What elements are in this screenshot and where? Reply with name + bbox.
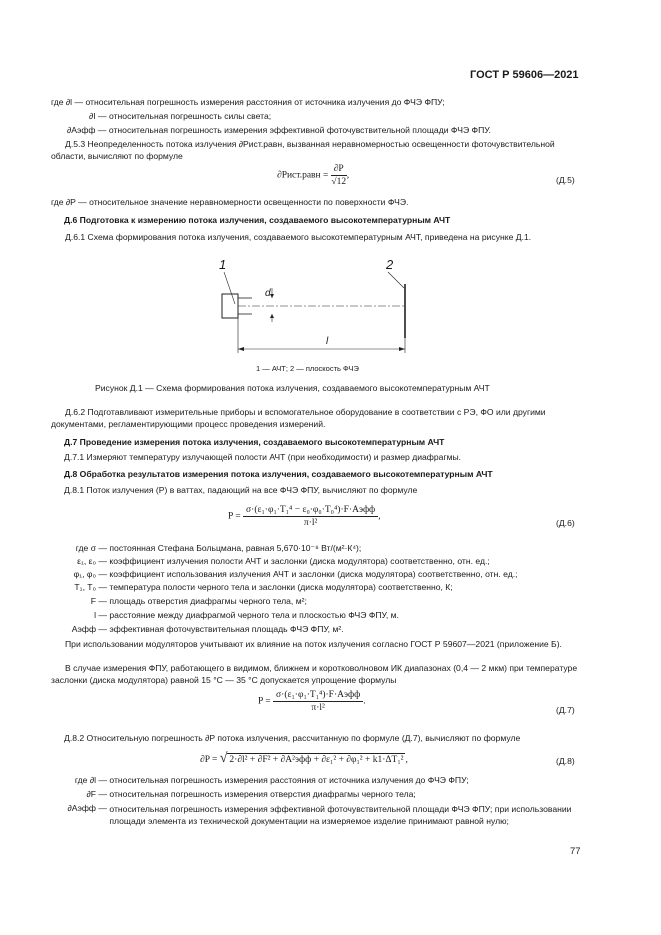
eq-lhs: ∂P =: [200, 755, 218, 765]
eq-lhs: P =: [258, 696, 271, 707]
paragraph-fpu: В случае измерения ФПУ, работающего в видимом, ближнем и коротковолновом ИК диапазонах (0,4 — 2 мкм) при температуре заслонки (диска модулятора) равной 15 °С — 35 °С допускается упрощение формулы: [51, 663, 578, 685]
paragraph-d71: Д.7.1 Измеряют температуру излучающей полости АЧТ (при необходимости) и размер диафрагмы.: [64, 452, 462, 462]
equation-d7: [258, 690, 366, 713]
def-row: [51, 596, 307, 606]
def-term: ∂Aэфф —: [67, 125, 107, 135]
def-text: относительная погрешность измерения расстояния от источника излучения до ФЧЭ ФПУ;: [109, 775, 469, 785]
figure-legend: 1 — АЧТ; 2 — плоскость ФЧЭ: [256, 364, 359, 373]
eq-numerator: σ·(ε₁·φ₁·T₁⁴)·F·Aэфф: [273, 690, 363, 702]
blackbody-box: [222, 294, 238, 318]
def-text: эффективная фоточувствительная площадь ФЧЭ ФПУ, м².: [109, 624, 344, 634]
def-row: [51, 582, 453, 592]
figure-label-2: 2: [386, 257, 394, 272]
def-text: коэффициент излучения полости АЧТ и заслонки (диска модулятора) соответственно, отн. ед.;: [109, 556, 490, 566]
def-text: коэффициент использования излучения АЧТ и заслонки (диска модулятора) соответственно, отн. ед.;: [109, 569, 518, 579]
def-text: расстояние между диафрагмой черного тела и плоскостью ФЧЭ ФПУ, м.: [109, 610, 399, 620]
eq-numerator: σ·(ε₁·φ₁·T₁⁴ − ε₀·φ₀·T₀⁴)·F·Aэфф: [243, 505, 378, 517]
def-term: ∂Aэфф —: [67, 803, 107, 813]
equation-d8: [200, 751, 408, 767]
page-number: 77: [570, 846, 581, 857]
def-text: площадь отверстия диафрагмы черного тела, м²;: [109, 596, 307, 606]
def-row: [51, 569, 518, 579]
def-text: температура полости черного тела и заслонки (диска модулятора) соответственно, К;: [109, 582, 453, 592]
def-term: ε₁, ε₀ —: [77, 556, 107, 566]
def-text: относительная погрешность силы света;: [109, 111, 272, 121]
heading-d7: Д.7 Проведение измерения потока излучения, создаваемого высокотемпературным АЧТ: [64, 437, 445, 447]
equation-number: (Д.7): [556, 705, 575, 715]
l-arrow-right: [399, 347, 405, 351]
paragraph-d62: Д.6.2 Подготавливают измерительные приборы и вспомогательное оборудование в соответствии с РЭ, ФО или другими документами, регламентирующими процесс проведения измерений.: [51, 407, 546, 429]
figure-caption: Рисунок Д.1 — Схема формирования потока излучения, создаваемого высокотемпературным АЧТ: [95, 383, 490, 393]
eq-fraction: [273, 690, 366, 713]
paragraph-d53: Д.5.3 Неопределенность потока излучения ∂Pист.равн, вызванная неравномерностью освещенности фоточувствительной области, вычисляют по формуле: [51, 139, 555, 161]
def-text: относительная погрешность измерения эффективной фоточувствительной площади ФЧЭ ФПУ; при использовании площади элемента из технической документации на измеряемое изделие принимают равной нулю;: [109, 804, 572, 826]
def-row: [67, 125, 491, 135]
eq-denominator: √12: [331, 177, 347, 187]
eq-denominator: π·l²: [303, 518, 318, 528]
def-row: [51, 543, 361, 554]
def-row: [51, 97, 445, 107]
equation-d6: [228, 505, 381, 528]
figure-label-l: l: [326, 336, 329, 347]
eq-fraction: [331, 164, 350, 187]
def-row: [51, 624, 344, 634]
equation-number: (Д.5): [556, 175, 575, 185]
eq-tail: ,: [405, 755, 408, 765]
def-term: T₁, T₀ —: [74, 582, 107, 592]
def-text: постоянная Стефана Больцмана, равная 5,670·10⁻⁸ Вт/(м²·К⁴);: [109, 543, 362, 553]
def-term: l —: [94, 610, 107, 620]
sqrt-sign: √: [219, 751, 228, 766]
eq-tail: ,: [378, 511, 381, 522]
standard-header: ГОСТ Р 59606—2021: [470, 69, 579, 81]
def-term: ∂F —: [86, 789, 107, 799]
eq-lhs: ∂Pист.равн =: [277, 170, 329, 181]
equation-d5: [277, 164, 349, 187]
paragraph-d61: Д.6.1 Схема формирования потока излучения, создаваемого высокотемпературным АЧТ, приведена на рисунке Д.1.: [65, 232, 532, 242]
def-row: [51, 556, 490, 566]
eq-fraction: [243, 505, 381, 528]
def-term: ∂I —: [89, 111, 107, 121]
def-term: Aэфф —: [71, 624, 107, 634]
def-term: где ∂l —: [74, 775, 107, 785]
eq-radicand: 2·∂l² + ∂F² + ∂A²эфф + ∂ε₁² + ∂φ₁² + k1·ΔT₁²: [229, 755, 404, 765]
def-row: [51, 803, 583, 827]
equation-number: (Д.6): [556, 518, 575, 528]
equation-number: (Д.8): [556, 756, 575, 766]
def-text: относительная погрешность измерения расстояния от источника излучения до ФЧЭ ФПУ;: [85, 97, 445, 107]
paragraph-d82: Д.8.2 Относительную погрешность ∂P потока излучения, рассчитанную по формуле (Д.7), вычисляют по формуле: [64, 733, 521, 743]
figure-label-d: d: [265, 288, 271, 299]
paragraph-modulators: При использовании модуляторов учитывают их влияние на поток излучения согласно ГОСТ Р 59607—2021 (приложение Б).: [65, 639, 562, 649]
eq-tail: .: [363, 696, 366, 707]
eq-numerator: ∂P: [331, 164, 347, 176]
def-text: относительная погрешность измерения отверстия диафрагмы черного тела;: [109, 789, 416, 799]
eq-denominator: π·l²: [311, 703, 325, 713]
def-row: [51, 610, 399, 620]
def-term: где ∂l —: [51, 97, 84, 107]
paragraph-d81: Д.8.1 Поток излучения (P) в ваттах, падающий на все ФЧЭ ФПУ, вычисляют по формуле: [64, 485, 418, 495]
def-term: φ₁, φ₀ —: [73, 569, 107, 579]
leader-2: [388, 272, 404, 288]
def-row: [51, 775, 469, 785]
def-row: [51, 789, 416, 799]
def-term: где σ —: [75, 543, 107, 553]
def-text: относительная погрешность измерения эффективной фоточувствительной площади ФЧЭ ФПУ.: [108, 125, 491, 135]
def-row: [89, 111, 271, 121]
figure-label-1: 1: [219, 257, 227, 272]
figure-d1: [200, 258, 430, 363]
def-term: F —: [90, 596, 107, 606]
leader-1: [224, 272, 235, 304]
d-arrowhead-bottom: [270, 314, 274, 318]
eq-lhs: P =: [228, 511, 241, 522]
l-arrow-left: [238, 347, 244, 351]
paragraph-d5-where: где ∂P — относительное значение неравномерности освещенности по поверхности ФЧЭ.: [51, 197, 409, 207]
heading-d6: Д.6 Подготовка к измерению потока излучения, создаваемого высокотемпературным АЧТ: [64, 215, 451, 225]
heading-d8: Д.8 Обработка результатов измерения потока излучения, создаваемого высокотемпературным АЧТ: [64, 469, 493, 479]
eq-tail: ,: [346, 170, 350, 181]
